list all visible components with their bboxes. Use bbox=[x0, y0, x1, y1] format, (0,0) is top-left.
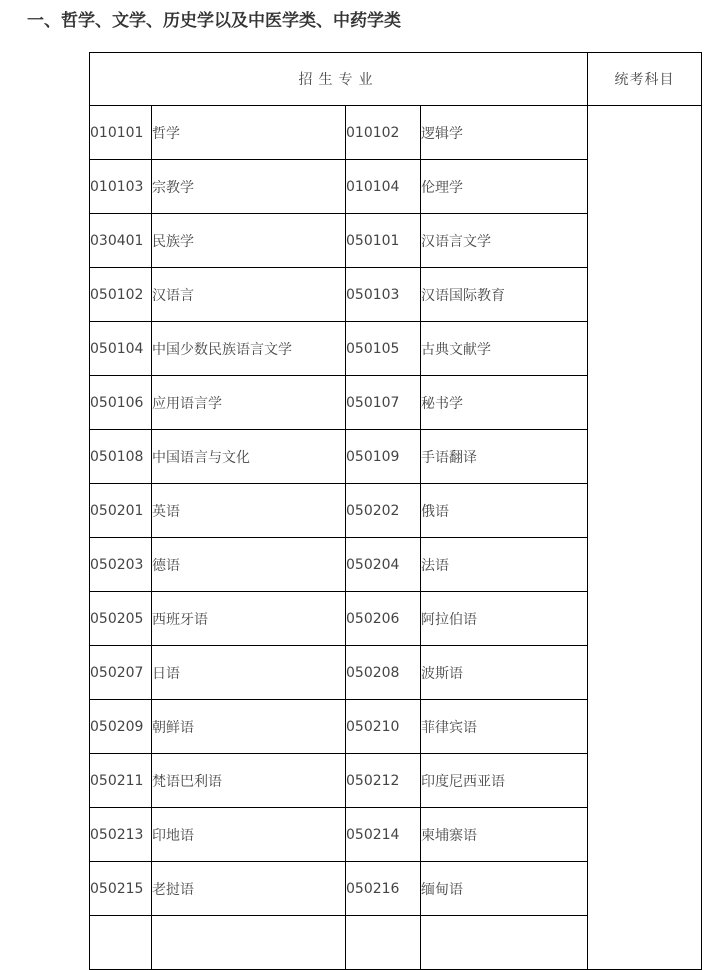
major-name: 西班牙语 bbox=[152, 592, 346, 646]
major-code: 050202 bbox=[346, 484, 421, 538]
major-name: 古典文献学 bbox=[421, 322, 588, 376]
major-name: 汉语言文学 bbox=[421, 214, 588, 268]
major-code: 050102 bbox=[90, 268, 152, 322]
major-code: 050203 bbox=[90, 538, 152, 592]
major-name: 印地语 bbox=[152, 808, 346, 862]
major-code: 050210 bbox=[346, 700, 421, 754]
major-code: 050213 bbox=[90, 808, 152, 862]
major-name: 伦理学 bbox=[421, 160, 588, 214]
major-code: 050214 bbox=[346, 808, 421, 862]
major-code: 050103 bbox=[346, 268, 421, 322]
major-name: 法语 bbox=[421, 538, 588, 592]
major-name: 日语 bbox=[152, 646, 346, 700]
major-name: 宗教学 bbox=[152, 160, 346, 214]
major-name: 梵语巴利语 bbox=[152, 754, 346, 808]
major-code bbox=[90, 916, 152, 970]
exam-subjects-cell bbox=[588, 106, 702, 970]
major-code: 050212 bbox=[346, 754, 421, 808]
major-code: 050207 bbox=[90, 646, 152, 700]
table-header-row bbox=[90, 53, 702, 106]
major-code: 050216 bbox=[346, 862, 421, 916]
major-code: 050209 bbox=[90, 700, 152, 754]
major-name: 阿拉伯语 bbox=[421, 592, 588, 646]
major-code: 050108 bbox=[90, 430, 152, 484]
major-name: 哲学 bbox=[152, 106, 346, 160]
major-name: 秘书学 bbox=[421, 376, 588, 430]
major-name: 逻辑学 bbox=[421, 106, 588, 160]
major-name bbox=[421, 916, 588, 970]
major-name: 老挝语 bbox=[152, 862, 346, 916]
major-code: 010103 bbox=[90, 160, 152, 214]
major-code: 050205 bbox=[90, 592, 152, 646]
header-exam-subjects: 统考科目 bbox=[588, 53, 702, 106]
major-name: 应用语言学 bbox=[152, 376, 346, 430]
major-name: 民族学 bbox=[152, 214, 346, 268]
major-name: 中国语言与文化 bbox=[152, 430, 346, 484]
major-code: 030401 bbox=[90, 214, 152, 268]
major-code: 050201 bbox=[90, 484, 152, 538]
major-name: 菲律宾语 bbox=[421, 700, 588, 754]
major-name: 汉语言 bbox=[152, 268, 346, 322]
major-name: 中国少数民族语言文学 bbox=[152, 322, 346, 376]
major-code: 050106 bbox=[90, 376, 152, 430]
major-name: 缅甸语 bbox=[421, 862, 588, 916]
major-name: 柬埔寨语 bbox=[421, 808, 588, 862]
major-code: 050105 bbox=[346, 322, 421, 376]
majors-table bbox=[89, 52, 702, 970]
major-code: 050206 bbox=[346, 592, 421, 646]
major-code: 050208 bbox=[346, 646, 421, 700]
major-code: 050107 bbox=[346, 376, 421, 430]
major-name: 手语翻译 bbox=[421, 430, 588, 484]
major-code: 010102 bbox=[346, 106, 421, 160]
major-name: 波斯语 bbox=[421, 646, 588, 700]
major-code: 050104 bbox=[90, 322, 152, 376]
major-code: 050211 bbox=[90, 754, 152, 808]
major-name: 印度尼西亚语 bbox=[421, 754, 588, 808]
major-name: 俄语 bbox=[421, 484, 588, 538]
major-code bbox=[346, 916, 421, 970]
major-name bbox=[152, 916, 346, 970]
table-row bbox=[90, 106, 702, 160]
section-title: 一、哲学、文学、历史学以及中医学类、中药学类 bbox=[27, 11, 401, 31]
major-code: 010104 bbox=[346, 160, 421, 214]
header-majors: 招生专业 bbox=[90, 53, 588, 106]
major-name: 德语 bbox=[152, 538, 346, 592]
major-name: 英语 bbox=[152, 484, 346, 538]
major-code: 010101 bbox=[90, 106, 152, 160]
major-code: 050204 bbox=[346, 538, 421, 592]
major-name: 汉语国际教育 bbox=[421, 268, 588, 322]
major-code: 050215 bbox=[90, 862, 152, 916]
major-code: 050109 bbox=[346, 430, 421, 484]
major-code: 050101 bbox=[346, 214, 421, 268]
major-name: 朝鲜语 bbox=[152, 700, 346, 754]
